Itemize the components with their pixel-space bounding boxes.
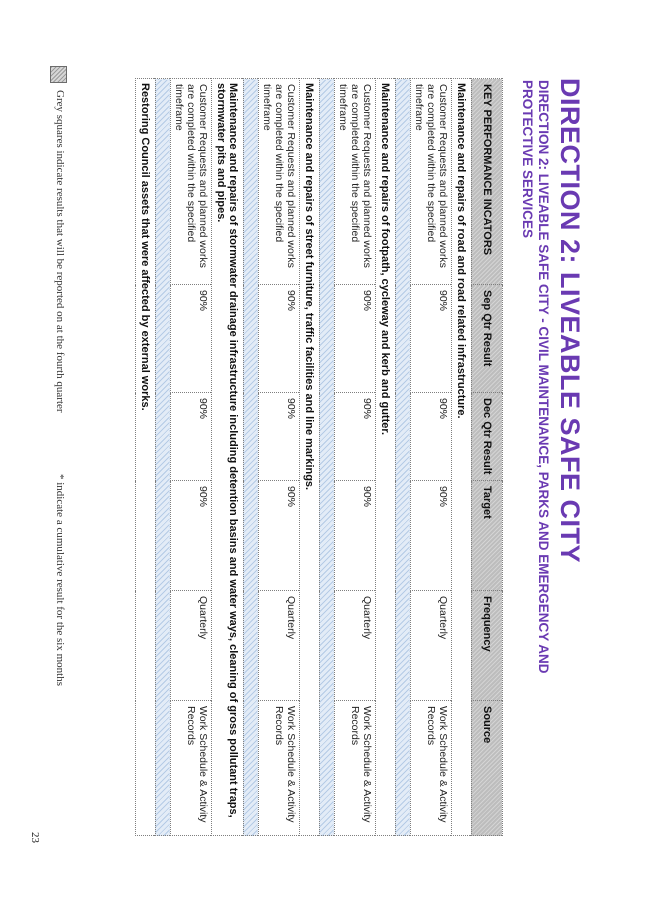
cumulative-note: * indicate a cumulative result for the six months <box>54 474 66 687</box>
column-header-target: Target <box>472 481 503 591</box>
page-title: DIRECTION 2: LIVEABLE SAFE CITY <box>555 78 585 564</box>
sep-qtr-cell: 90% <box>411 285 452 393</box>
grey-hatch-band <box>244 79 259 836</box>
grey-hatch-row <box>244 79 259 836</box>
section-heading: Maintenance and repairs of road and road related infrastructure. <box>452 79 472 836</box>
source-cell: Work Schedule & Activity Records <box>335 701 376 836</box>
page-subtitle: DIRECTION 2: LIVEABLE SAFE CITY - CIVIL MAINTENANCE, PARKS AND EMERGENCY AND PROTECTIVE SERVICES <box>520 80 551 674</box>
table-header-row <box>472 79 503 836</box>
table-row <box>171 79 212 836</box>
section-heading-row <box>212 79 244 836</box>
sep-qtr-cell: 90% <box>335 285 376 393</box>
sep-qtr-cell: 90% <box>171 285 212 393</box>
column-header-kpi: KEY PERFORMANCE INCATORS <box>472 79 503 285</box>
column-header-dec-qtr: Dec Qtr Result <box>472 393 503 481</box>
target-cell: 90% <box>411 481 452 591</box>
section-heading-row <box>376 79 396 836</box>
section-heading: Maintenance and repairs of street furniture, traffic facilities and line markings. <box>300 79 320 836</box>
frequency-cell: Quarterly <box>411 591 452 701</box>
grey-hatch-row <box>396 79 411 836</box>
kpi-table <box>135 78 503 836</box>
source-cell: Work Schedule & Activity Records <box>171 701 212 836</box>
section-heading: Restoring Council assets that were affected by external works. <box>136 79 156 836</box>
frequency-cell: Quarterly <box>259 591 300 701</box>
table-row <box>335 79 376 836</box>
grey-hatch-band <box>320 79 335 836</box>
grey-hatch-band <box>156 79 171 836</box>
legend <box>48 66 68 826</box>
kpi-cell: Customer Requests and planned works are completed within the specified timeframe <box>335 79 376 285</box>
source-cell: Work Schedule & Activity Records <box>259 701 300 836</box>
target-cell: 90% <box>259 481 300 591</box>
dec-qtr-cell: 90% <box>335 393 376 481</box>
grey-square-swatch <box>50 66 67 83</box>
table-row <box>259 79 300 836</box>
source-cell: Work Schedule & Activity Records <box>411 701 452 836</box>
page-number: 23 <box>29 832 41 843</box>
column-header-frequency: Frequency <box>472 591 503 701</box>
table-row <box>411 79 452 836</box>
section-heading-row <box>300 79 320 836</box>
sep-qtr-cell: 90% <box>259 285 300 393</box>
legend-text: Grey squares indicate results that will be reported on at the fourth quarter <box>54 90 66 413</box>
grey-hatch-row <box>320 79 335 836</box>
section-heading-row <box>136 79 156 836</box>
column-header-source: Source <box>472 701 503 836</box>
section-heading-row <box>452 79 472 836</box>
section-heading: Maintenance and repairs of stormwater drainage infrastructure including detention basins and water ways, cleaning of gross pollutant traps, stormwater pits and pipes. <box>212 79 244 836</box>
frequency-cell: Quarterly <box>171 591 212 701</box>
column-header-sep-qtr: Sep Qtr Result <box>472 285 503 393</box>
target-cell: 90% <box>335 481 376 591</box>
dec-qtr-cell: 90% <box>171 393 212 481</box>
kpi-cell: Customer Requests and planned works are completed within the specified timeframe <box>259 79 300 285</box>
grey-hatch-band <box>396 79 411 836</box>
frequency-cell: Quarterly <box>335 591 376 701</box>
target-cell: 90% <box>171 481 212 591</box>
grey-hatch-row <box>156 79 171 836</box>
dec-qtr-cell: 90% <box>259 393 300 481</box>
kpi-cell: Customer Requests and planned works are completed within the specified timeframe <box>411 79 452 285</box>
kpi-cell: Customer Requests and planned works are completed within the specified timeframe <box>171 79 212 285</box>
dec-qtr-cell: 90% <box>411 393 452 481</box>
section-heading: Maintenance and repairs of footpath, cycleway and kerb and gutter. <box>376 79 396 836</box>
